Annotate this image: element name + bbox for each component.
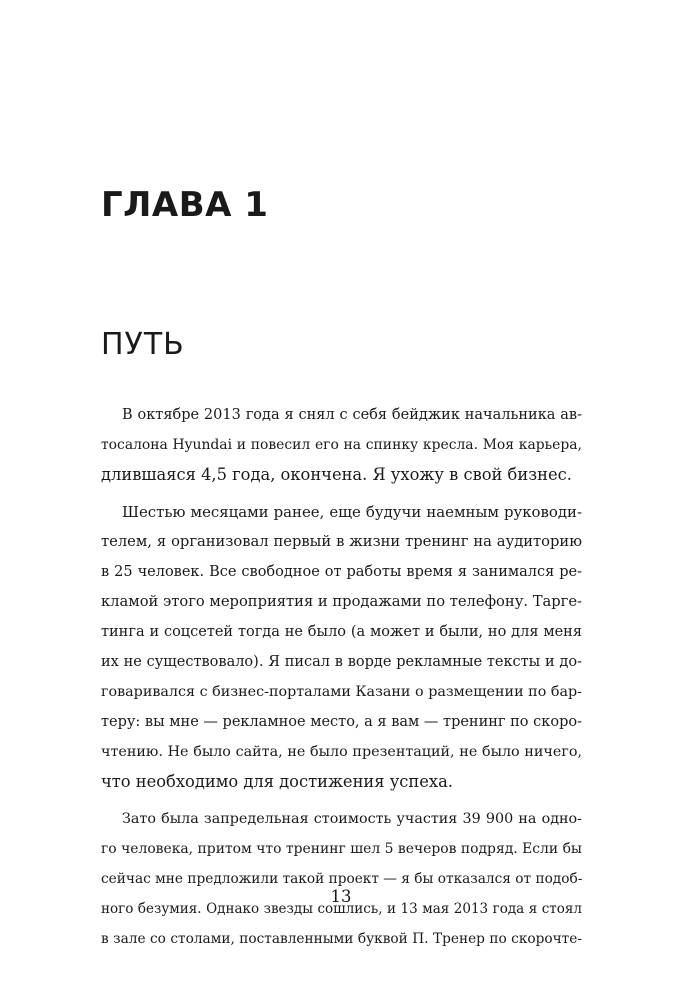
text-line: говаривался с бизнес-порталами Казани о размещении по бар- [101, 684, 582, 700]
text-line: ного безумия. Однако звезды сошлись, и 13 мая 2013 года я стоял [101, 901, 582, 917]
text-line: В октябре 2013 года я снял с себя бейджик начальника ав- [122, 407, 582, 423]
text-line: теру: вы мне — рекламное место, а я вам — тренинг по скоро- [101, 714, 582, 730]
text-line: в 25 человек. Все свободное от работы время я занимался ре- [101, 564, 582, 580]
page-number: 13 [330, 887, 352, 906]
chapter-title: ПУТЬ [101, 327, 185, 362]
paragraph-1 [101, 400, 582, 490]
text-line: в зале со столами, поставленными буквой П. Тренер по скорочте- [101, 931, 582, 947]
chapter-label: ГЛАВА 1 [101, 185, 269, 225]
text-line: тинга и соцсетей тогда не было (а может и были, но для меня [101, 624, 582, 640]
text-line: длившаяся 4,5 года, окончена. Я ухожу в свой бизнес. [101, 465, 572, 484]
text-line: их не существовало). Я писал в ворде рекламные тексты и до- [101, 654, 582, 670]
paragraph-3 [101, 804, 582, 954]
body-text [101, 400, 582, 961]
text-line: что необходимо для достижения успеха. [101, 772, 453, 791]
text-line: сейчас мне предложили такой проект — я бы отказался от подоб- [101, 871, 583, 887]
text-line: го человека, притом что тренинг шел 5 вечеров подряд. Если бы [101, 841, 582, 857]
text-line: кламой этого мероприятия и продажами по телефону. Тарге- [101, 593, 582, 610]
text-line: телем, я организовал первый в жизни тренинг на аудиторию [101, 533, 582, 550]
text-line: Зато была запредельная стоимость участия 39 900 на одно- [122, 811, 582, 827]
text-line: тосалона Hyundai и повесил его на спинку кресла. Моя карьера, [101, 437, 582, 453]
text-line: Шестью месяцами ранее, еще будучи наемным руководи- [122, 503, 582, 521]
paragraph-2 [101, 497, 582, 797]
text-line: чтению. Не было сайта, не было презентаций, не было ничего, [101, 744, 582, 760]
